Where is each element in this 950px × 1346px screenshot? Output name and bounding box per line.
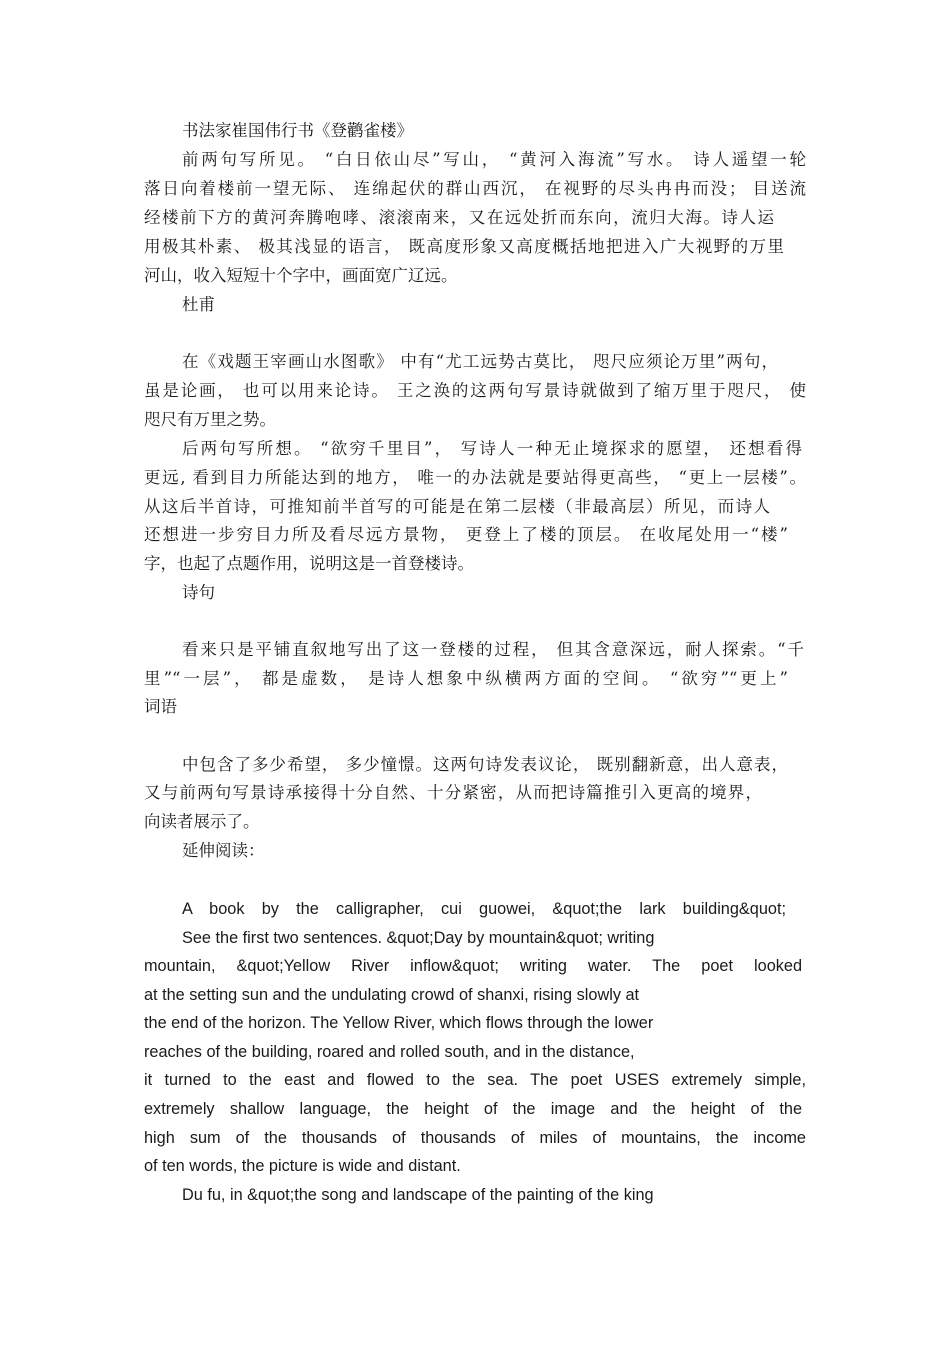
doc-line-heading: 杜甫 xyxy=(182,295,215,314)
doc-line: 中包含了多少希望， 多少憧憬。这两句诗发表议论， 既别翻新意，出人意表， xyxy=(182,755,788,774)
doc-line-en: the end of the horizon. The Yellow River, which flows through the lower xyxy=(144,1014,654,1032)
doc-line: 前两句写所见。 “白日依山尽”写山， “黄河入海流”写水。 诗人遥望一轮 xyxy=(182,150,806,169)
doc-line-heading: 词语 xyxy=(144,697,177,716)
doc-line: 看来只是平铺直叙地写出了这一登楼的过程， 但其含意深远，耐人探索。“千 xyxy=(182,640,804,659)
doc-line: 落日向着楼前一望无际、 连绵起伏的群山西沉， 在视野的尽头冉冉而没； 目送流 xyxy=(144,179,806,198)
doc-line-en: See the first two sentences. &quot;Day by mountain&quot; writing xyxy=(182,929,655,947)
doc-line-en: it turned to the east and flowed to the sea. The poet USES extremely simple, xyxy=(144,1071,806,1089)
doc-line-en: A book by the calligrapher, cui guowei, &quot;the lark building&quot; xyxy=(182,900,786,918)
doc-line: 用极其朴素、 极其浅显的语言， 既高度形象又高度概括地把进入广大视野的万里 xyxy=(144,237,784,256)
doc-line: 在《戏题王宰画山水图歌》 中有“尤工远势古莫比， 咫尺应须论万里”两句， xyxy=(182,352,778,371)
doc-line: 后两句写所想。 “欲穷千里目”， 写诗人一种无止境探求的愿望， 还想看得 xyxy=(182,439,802,458)
doc-line-heading: 延伸阅读： xyxy=(182,841,265,860)
doc-line-heading: 书法家崔国伟行书《登鹳雀楼》 xyxy=(182,121,413,140)
doc-line: 经楼前下方的黄河奔腾咆哮、滚滚南来，又在远处折而东向，流归大海。诗人运 xyxy=(144,208,774,227)
doc-line: 字，也起了点题作用，说明这是一首登楼诗。 xyxy=(144,554,474,573)
doc-line: 向读者展示了。 xyxy=(144,812,260,831)
doc-line: 虽是论画， 也可以用来论诗。 王之涣的这两句写景诗就做到了缩万里于咫尺， 使 xyxy=(144,381,806,400)
doc-line: 咫尺有万里之势。 xyxy=(144,410,276,429)
doc-line: 从这后半首诗，可推知前半首写的可能是在第二层楼（非最高层）所见，而诗人 xyxy=(144,497,770,516)
doc-line: 里”“一层”， 都是虚数， 是诗人想象中纵横两方面的空间。 “欲穷”“更上” xyxy=(144,669,788,688)
doc-line: 又与前两句写景诗承接得十分自然、十分紧密，从而把诗篇推引入更高的境界， xyxy=(144,783,762,802)
doc-line-en: high sum of the thousands of thousands of miles of mountains, the income xyxy=(144,1129,806,1147)
doc-line-en: of ten words, the picture is wide and distant. xyxy=(144,1157,461,1175)
doc-line: 更远, 看到目力所能达到的地方， 唯一的办法就是要站得更高些， “更上一层楼”。 xyxy=(144,468,806,487)
doc-line-en: reaches of the building, roared and rolled south, and in the distance, xyxy=(144,1043,635,1061)
doc-line: 河山，收入短短十个字中，画面宽广辽远。 xyxy=(144,266,458,285)
doc-line-en: extremely shallow language, the height of the image and the height of the xyxy=(144,1100,802,1118)
doc-line: 还想进一步穷目力所及看尽远方景物， 更登上了楼的顶层。 在收尾处用一“楼” xyxy=(144,525,788,544)
doc-line-heading: 诗句 xyxy=(182,583,215,602)
doc-line-en: mountain, &quot;Yellow River inflow&quot; writing water. The poet looked xyxy=(144,957,802,975)
doc-line-en: Du fu, in &quot;the song and landscape of the painting of the king xyxy=(182,1186,654,1204)
doc-line-en: at the setting sun and the undulating crowd of shanxi, rising slowly at xyxy=(144,986,640,1004)
